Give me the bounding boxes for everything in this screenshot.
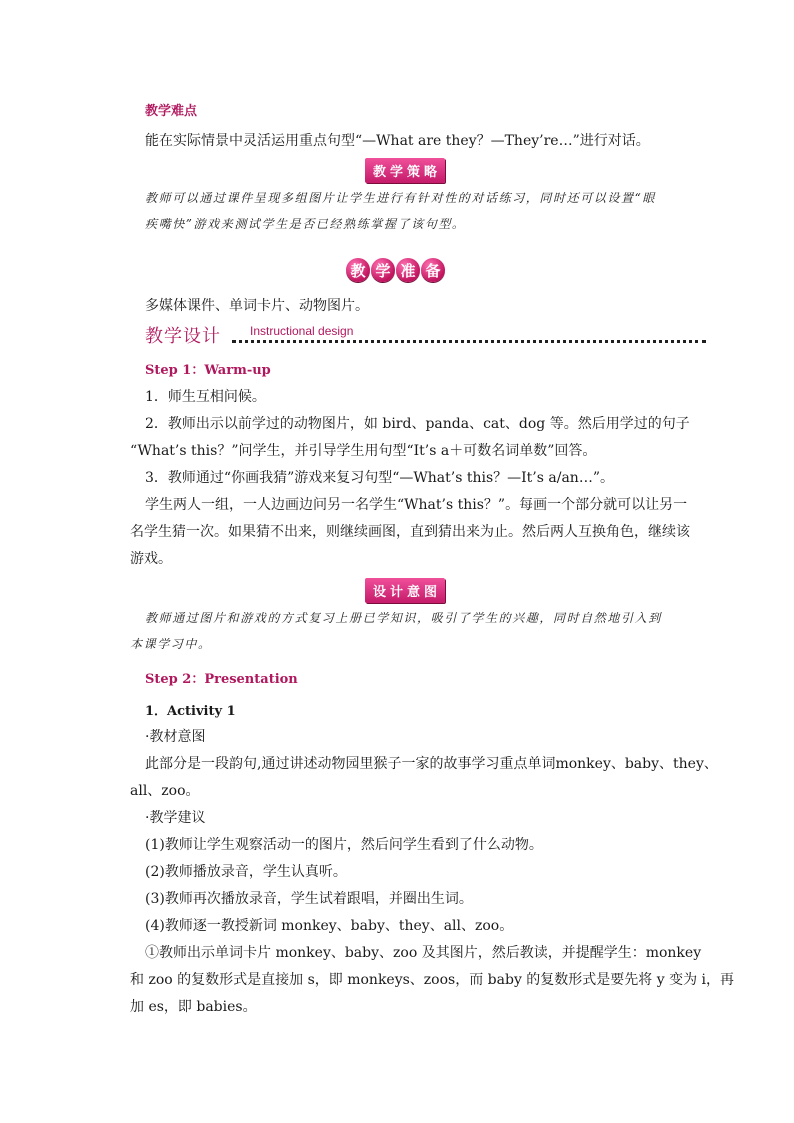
advice-2: (2)教师播放录音，学生认真听。 [145,864,347,880]
activity-heading: 1．Activity 1 [145,704,236,719]
step1-item-1: 1．师生互相问候。 [145,389,266,405]
tag-char: 学 [390,165,404,180]
step1-para-1: 学生两人一组，一人边画边问另一名学生“What’s this？”。每画一个部分就可以让另一 [145,497,688,513]
intent-tag [365,578,445,603]
tag-char: 策 [407,165,421,180]
strategy-line-1: 教师可以通过课件呈现多组图片让学生进行有针对性的对话练习，同时还可以设置“眼 [145,191,656,205]
difficulty-heading: 教学难点 [145,104,198,119]
intent-line-1: 教师通过图片和游戏的方式复习上册已学知识，吸引了学生的兴趣，同时自然地引入到 [145,611,662,625]
material-line-2: all、zoo。 [130,783,200,799]
advice-4: (4)教师逐一教授新词 monkey、baby、they、all、zoo。 [145,918,514,934]
title-char: 准 [396,258,420,282]
advice-5: ①教师出示单词卡片 monkey、baby、zoo 及其图片，然后教读，并提醒学生：monkey [145,945,702,961]
advice-label: ·教学建议 [145,810,206,826]
preparation-text: 多媒体课件、单词卡片、动物图片。 [145,298,369,314]
intent-line-2: 本课学习中。 [130,637,212,651]
title-char: 学 [371,258,395,282]
tag-char: 教 [373,165,387,180]
difficulty-text: 能在实际情景中灵活运用重点句型“—What are they？—They’re…”进行对话。 [145,133,650,149]
advice-1: (1)教师让学生观察活动一的图片，然后问学生看到了什么动物。 [145,837,543,853]
step1-para-3: 游戏。 [130,551,172,567]
tag-char: 设 [373,585,387,600]
advice-5-cont: 和 zoo 的复数形式是直接加 s，即 monkeys、zoos，而 baby 的复数形式是要先将 y 变为 i，再 [130,972,735,988]
advice-3: (3)教师再次播放录音，学生试着跟唱，并圈出生词。 [145,891,473,907]
tag-char: 略 [424,165,438,180]
material-line-1: 此部分是一段韵句,通过讲述动物园里猴子一家的故事学习重点单词monkey、baby、they、 [145,756,718,772]
title-char: 备 [421,258,445,282]
preparation-title [346,258,445,282]
strategy-line-2: 疾嘴快”游戏来测试学生是否已经熟练掌握了该句型。 [145,217,466,231]
step1-item-3: 3．教师通过“你画我猜”游戏来复习句型“—What’s this？—It’s a/an…”。 [145,470,614,486]
strategy-tag [365,158,445,183]
advice-5-end: 加 es，即 babies。 [130,999,257,1015]
dotted-divider [232,340,706,343]
step1-item-2-cont: “What’s this？”问学生，并引导学生用句型“It’s a＋可数名词单数”回答。 [130,443,597,459]
step1-heading: Step 1：Warm-up [145,363,271,378]
step1-item-2: 2．教师出示以前学过的动物图片，如 bird、panda、cat、dog 等。然后用学过的句子 [145,416,690,432]
design-title: 教学设计 [145,326,221,347]
step2-heading: Step 2：Presentation [145,672,298,687]
step1-para-2: 名学生猜一次。如果猜不出来，则继续画图，直到猜出来为止。然后两人互换角色，继续该 [130,524,690,540]
tag-char: 计 [390,585,404,600]
title-char: 教 [346,258,370,282]
tag-char: 意 [407,585,421,600]
material-label: ·教材意图 [145,729,206,745]
tag-char: 图 [424,585,438,600]
design-subtitle: Instructional design [250,324,354,338]
